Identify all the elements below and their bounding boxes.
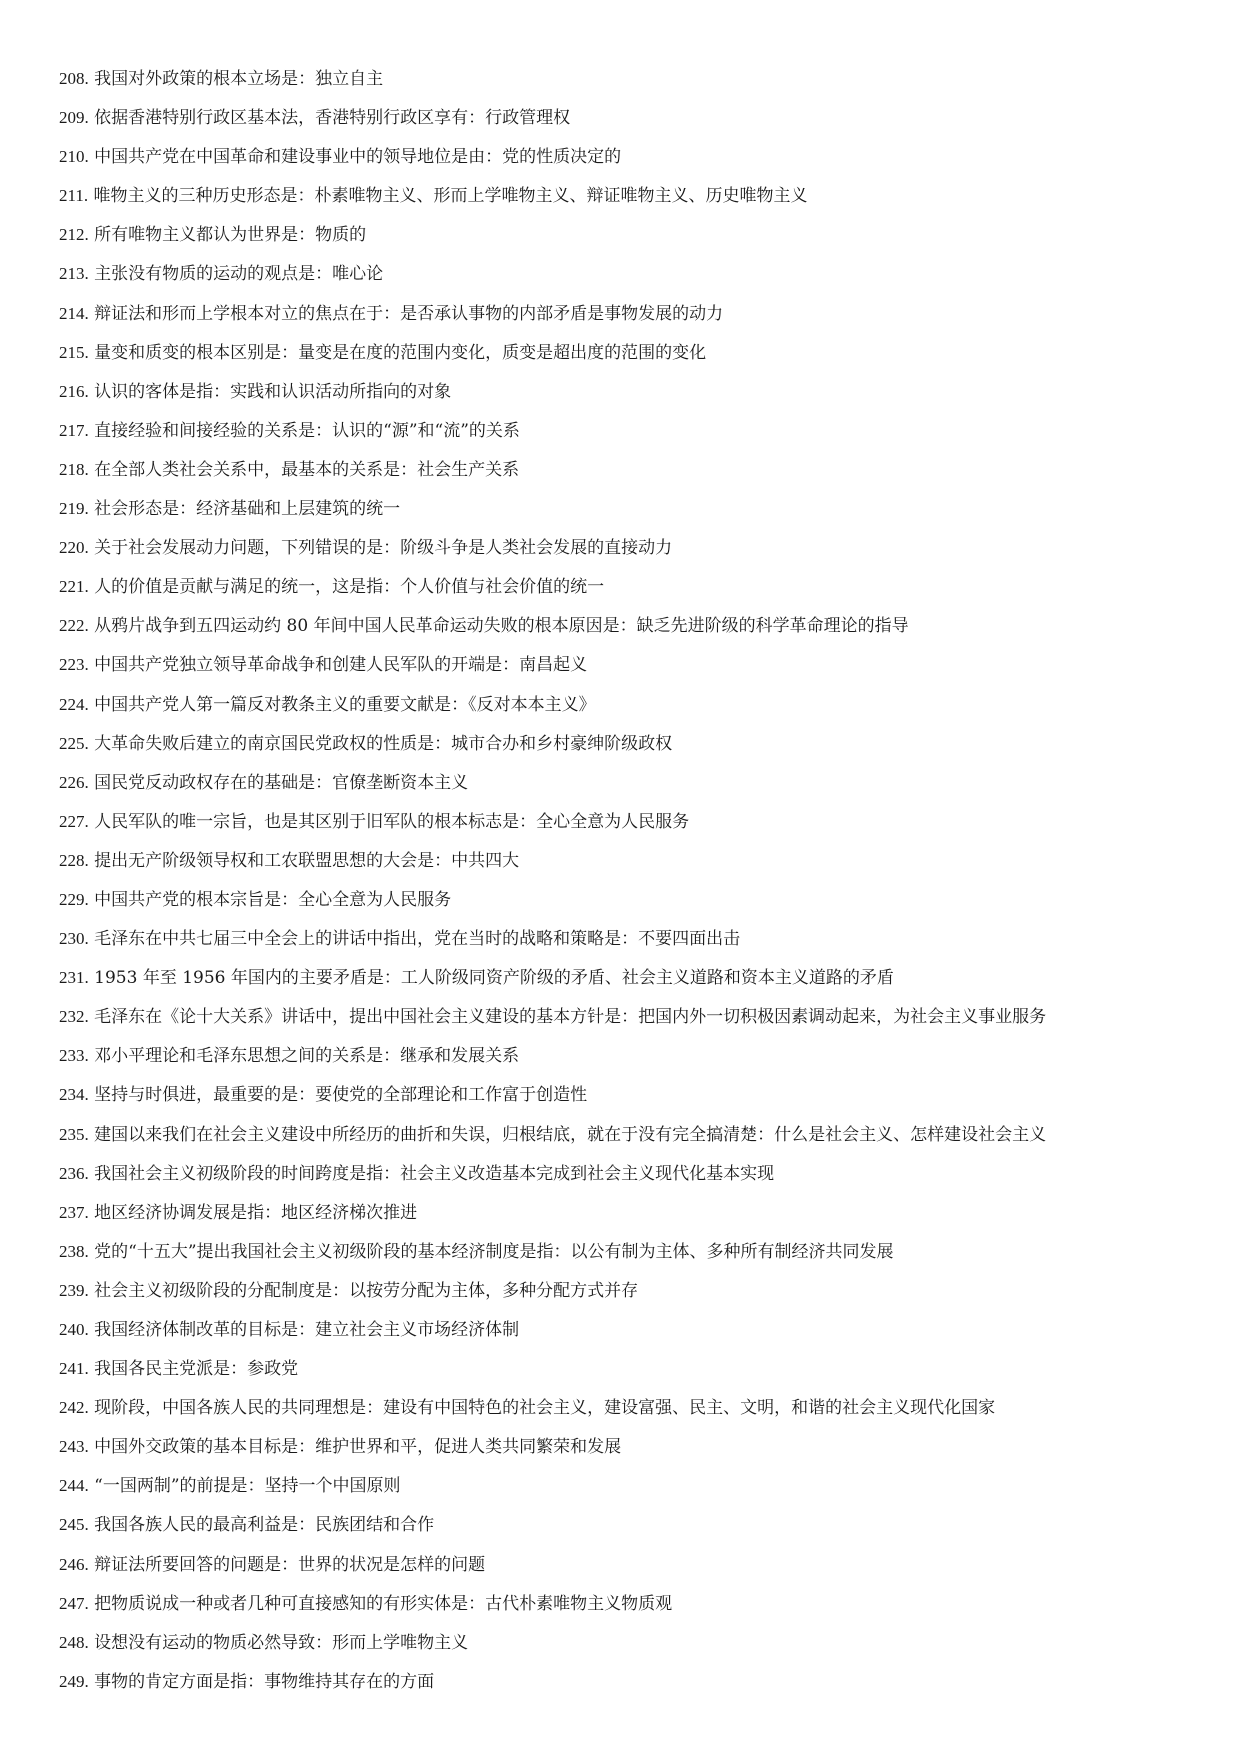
item-number: 248. xyxy=(59,1632,89,1652)
item-number: 240. xyxy=(59,1320,89,1339)
item-text: 社会形态是：经济基础和上层建筑的统一 xyxy=(88,499,401,520)
item-number: 223. xyxy=(59,655,89,675)
item-number: 219. xyxy=(59,499,89,519)
item-text: 关于社会发展动力问题，下列错误的是：阶级斗争是人类社会发展的直接动力 xyxy=(88,538,673,559)
item-number: 247. xyxy=(59,1593,89,1613)
list-item xyxy=(59,1510,1209,1549)
item-number: 221. xyxy=(59,577,89,597)
item-number: 249. xyxy=(59,1671,89,1691)
item-text: 人民军队的唯一宗旨，也是其区别于旧军队的根本标志是：全心全意为人民服务 xyxy=(88,811,690,832)
item-text: 事物的肯定方面是指：事物维持其存在的方面 xyxy=(88,1671,435,1692)
item-text: 设想没有运动的物质必然导致：形而上学唯物主义 xyxy=(88,1632,469,1653)
list-item xyxy=(59,650,1209,689)
list-item xyxy=(59,1667,1209,1706)
item-number: 228. xyxy=(59,850,89,870)
item-number: 218. xyxy=(59,459,89,479)
item-number: 229. xyxy=(59,889,89,909)
list-item xyxy=(59,768,1209,807)
list-item xyxy=(59,299,1209,338)
list-item xyxy=(59,1159,1209,1198)
list-item xyxy=(59,846,1209,885)
list-item xyxy=(59,885,1209,924)
list-item xyxy=(59,1276,1209,1315)
list-item xyxy=(59,103,1209,142)
item-number: 208. xyxy=(59,69,89,88)
list-item xyxy=(59,1041,1209,1080)
list-item xyxy=(59,1237,1209,1276)
item-text: 辩证法和形而上学根本对立的焦点在于：是否承认事物的内部矛盾是事物发展的动力 xyxy=(88,303,724,324)
item-number: 234. xyxy=(59,1085,89,1105)
item-number: 245. xyxy=(59,1515,89,1535)
item-text: 中国外交政策的基本目标是：维护世界和平，促进人类共同繁荣和发展 xyxy=(88,1437,622,1458)
list-item xyxy=(59,1628,1209,1667)
list-item xyxy=(59,64,1209,103)
item-text: 直接经验和间接经验的关系是：认识的“源”和“流”的关系 xyxy=(88,420,520,441)
item-number: 212. xyxy=(59,225,89,245)
list-item xyxy=(59,1315,1209,1354)
item-number: 215. xyxy=(59,342,89,362)
list-item xyxy=(59,259,1209,298)
item-text: 从鸦片战争到五四运动约 80 年间中国人民革命运动失败的根本原因是：缺乏先进阶级的科学革命理论的指导 xyxy=(88,616,909,637)
list-item xyxy=(59,729,1209,768)
item-text: 坚持与时俱进，最重要的是：要使党的全部理论和工作富于创造性 xyxy=(88,1085,588,1106)
item-text: 唯物主义的三种历史形态是：朴素唯物主义、形而上学唯物主义、辩证唯物主义、历史唯物主义 xyxy=(88,186,808,207)
item-text: 人的价值是贡献与满足的统一，这是指：个人价值与社会价值的统一 xyxy=(88,577,605,598)
list-item xyxy=(59,1432,1209,1471)
list-item xyxy=(59,611,1209,650)
item-text: “一国两制”的前提是：坚持一个中国原则 xyxy=(88,1476,401,1497)
list-item xyxy=(59,1393,1209,1432)
list-item xyxy=(59,690,1209,729)
list-item xyxy=(59,220,1209,259)
item-number: 241. xyxy=(59,1359,89,1379)
item-text: 把物质说成一种或者几种可直接感知的有形实体是：古代朴素唯物主义物质观 xyxy=(88,1593,673,1614)
list-item xyxy=(59,142,1209,181)
item-number: 226. xyxy=(59,772,89,792)
list-item xyxy=(59,377,1209,416)
item-number: 222. xyxy=(59,616,89,636)
item-text: 1953 年至 1956 年国内的主要矛盾是：工人阶级同资产阶级的矛盾、社会主义道路和资本主义道路的矛盾 xyxy=(88,968,894,989)
item-text: 国民党反动政权存在的基础是：官僚垄断资本主义 xyxy=(88,772,469,793)
qa-list xyxy=(59,64,1209,1706)
item-number: 244. xyxy=(59,1476,89,1496)
item-text: 中国共产党人第一篇反对教条主义的重要文献是：《反对本本主义》 xyxy=(88,694,596,715)
list-item xyxy=(59,416,1209,455)
list-item xyxy=(59,1120,1209,1159)
list-item xyxy=(59,963,1209,1002)
item-number: 246. xyxy=(59,1554,89,1574)
item-text: 党的“十五大”提出我国社会主义初级阶段的基本经济制度是指：以公有制为主体、多种所有制经济共同发展 xyxy=(88,1241,894,1262)
list-item xyxy=(59,455,1209,494)
item-number: 232. xyxy=(59,1007,89,1027)
list-item xyxy=(59,1550,1209,1589)
item-number: 214. xyxy=(59,303,89,323)
list-item xyxy=(59,572,1209,611)
list-item xyxy=(59,807,1209,846)
item-number: 227. xyxy=(59,811,89,831)
item-text: 我国各民主党派是：参政党 xyxy=(88,1359,299,1380)
item-text: 我国经济体制改革的目标是：建立社会主义市场经济体制 xyxy=(88,1320,520,1340)
item-number: 209. xyxy=(59,108,89,128)
item-number: 243. xyxy=(59,1437,89,1457)
item-text: 社会主义初级阶段的分配制度是：以按劳分配为主体，多种分配方式并存 xyxy=(88,1280,639,1301)
item-number: 211. xyxy=(59,186,89,206)
item-text: 提出无产阶级领导权和工农联盟思想的大会是：中共四大 xyxy=(88,850,520,871)
item-text: 在全部人类社会关系中，最基本的关系是：社会生产关系 xyxy=(88,459,520,480)
item-number: 220. xyxy=(59,538,89,558)
item-number: 237. xyxy=(59,1202,89,1222)
item-text: 中国共产党的根本宗旨是：全心全意为人民服务 xyxy=(88,889,452,910)
item-text: 毛泽东在《论十大关系》讲话中，提出中国社会主义建设的基本方针是：把国内外一切积极因素调动起来，为社会主义事业服务 xyxy=(88,1007,1047,1028)
list-item xyxy=(59,1354,1209,1393)
item-text: 毛泽东在中共七届三中全会上的讲话中指出，党在当时的战略和策略是：不要四面出击 xyxy=(88,929,741,950)
item-text: 地区经济协调发展是指：地区经济梯次推进 xyxy=(88,1202,418,1223)
item-number: 238. xyxy=(59,1241,89,1261)
list-item xyxy=(59,533,1209,572)
item-number: 236. xyxy=(59,1163,89,1183)
item-text: 认识的客体是指：实践和认识活动所指向的对象 xyxy=(88,381,452,402)
item-number: 233. xyxy=(59,1046,89,1066)
item-number: 230. xyxy=(59,929,89,949)
item-number: 213. xyxy=(59,264,89,284)
item-text: 中国共产党独立领导革命战争和创建人民军队的开端是：南昌起义 xyxy=(88,655,588,676)
item-number: 217. xyxy=(59,420,89,440)
item-text: 主张没有物质的运动的观点是：唯心论 xyxy=(88,264,384,285)
item-number: 210. xyxy=(59,147,89,167)
item-text: 所有唯物主义都认为世界是：物质的 xyxy=(88,225,367,246)
item-text: 我国社会主义初级阶段的时间跨度是指：社会主义改造基本完成到社会主义现代化基本实现 xyxy=(88,1163,775,1184)
item-text: 量变和质变的根本区别是：量变是在度的范围内变化，质变是超出度的范围的变化 xyxy=(88,342,707,363)
list-item xyxy=(59,494,1209,533)
item-number: 216. xyxy=(59,381,89,401)
item-text: 现阶段，中国各族人民的共同理想是：建设有中国特色的社会主义，建设富强、民主、文明，和谐的社会主义现代化国家 xyxy=(88,1398,996,1419)
item-text: 中国共产党在中国革命和建设事业中的领导地位是由：党的性质决定的 xyxy=(88,147,622,168)
list-item xyxy=(59,924,1209,963)
list-item xyxy=(59,1198,1209,1237)
item-number: 231. xyxy=(59,968,89,988)
item-text: 依据香港特别行政区基本法，香港特别行政区享有：行政管理权 xyxy=(88,108,571,129)
item-number: 224. xyxy=(59,694,89,714)
list-item xyxy=(59,1589,1209,1628)
item-number: 225. xyxy=(59,733,89,753)
item-text: 邓小平理论和毛泽东思想之间的关系是：继承和发展关系 xyxy=(88,1046,520,1067)
item-text: 辩证法所要回答的问题是：世界的状况是怎样的问题 xyxy=(88,1554,486,1575)
item-text: 我国各族人民的最高利益是：民族团结和合作 xyxy=(88,1515,435,1536)
item-number: 239. xyxy=(59,1280,89,1300)
list-item xyxy=(59,181,1209,220)
item-text: 建国以来我们在社会主义建设中所经历的曲折和失误，归根结底，就在于没有完全搞清楚：什么是社会主义、怎样建设社会主义 xyxy=(88,1124,1047,1145)
list-item xyxy=(59,1471,1209,1510)
list-item xyxy=(59,1080,1209,1119)
item-text: 我国对外政策的根本立场是：独立自主 xyxy=(88,69,384,89)
item-number: 242. xyxy=(59,1398,89,1418)
item-number: 235. xyxy=(59,1124,89,1144)
list-item xyxy=(59,1002,1209,1041)
item-text: 大革命失败后建立的南京国民党政权的性质是：城市合办和乡村豪绅阶级政权 xyxy=(88,733,673,754)
list-item xyxy=(59,338,1209,377)
